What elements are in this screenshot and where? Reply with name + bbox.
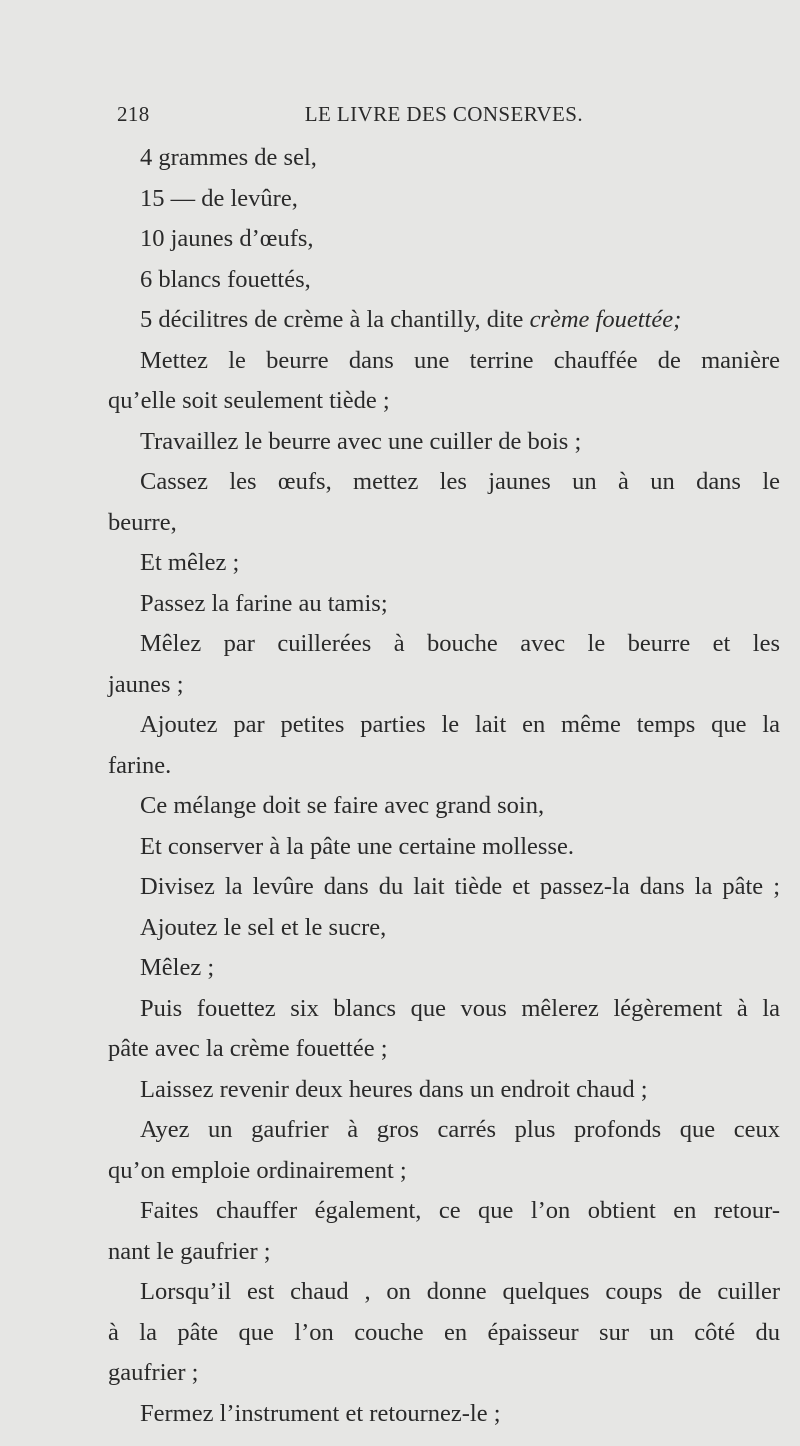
text-line: farine. [108,751,172,779]
text-line: Fermez l’instrument et retournez-le ; [140,1399,501,1427]
text-line: Ajoutez par petites parties le lait en même temps que la [140,711,780,738]
text-line: qu’on emploie ordinairement ; [108,1156,407,1184]
text-line: gaufrier ; [108,1359,199,1386]
ingredient-line: 6 blancs fouettés, [140,265,311,293]
ingredient-line: 4 grammes de sel, [140,144,317,171]
ingredient-line: 15 — de levûre, [140,184,298,212]
text-line: Et mêlez ; [140,549,240,576]
cream-text: 5 décilitres de crème à la chantilly, dite [140,306,530,333]
text-line: Laissez revenir deux heures dans un endroit chaud ; [140,1075,648,1103]
text-line: jaunes ; [108,670,184,698]
text-line: qu’elle soit seulement tiède ; [108,387,390,414]
cream-emphasis: crème fouettée; [529,306,682,333]
text-line: Mêlez ; [140,954,215,981]
text-line: Faites chauffer également, ce que l’on obtient en retour- [140,1197,780,1224]
text-line: Lorsqu’il est chaud , on donne quelques coups de cuiller [140,1278,780,1305]
text-line: beurre, [108,508,177,536]
text-line: pâte avec la crème fouettée ; [108,1035,388,1062]
text-line: Cassez les œufs, mettez les jaunes un à un dans le [140,468,780,495]
book-title: LE LIVRE DES CONSERVES. [304,102,583,126]
text-line: à la pâte que l’on couche en épaisseur sur un côté du [108,1318,780,1346]
running-head [117,102,583,132]
text-line: Ajoutez le sel et le sucre, [140,913,387,941]
text-line: Mettez le beurre dans une terrine chauffée de manière [140,346,780,374]
ingredient-line-cream [108,300,780,341]
text-line: nant le gaufrier ; [108,1237,271,1265]
text-line: Ayez un gaufrier à gros carrés plus profonds que ceux [140,1116,780,1143]
text-line: Mêlez par cuillerées à bouche avec le beurre et les [140,630,780,657]
page-number: 218 [117,102,150,126]
text-line: Puis fouettez six blancs que vous mêlerez légèrement à la [140,994,780,1022]
recipe-text [108,138,780,1434]
text-line: Ce mélange doit se faire avec grand soin, [140,792,545,819]
text-line: Divisez la levûre dans du lait tiède et passez-la dans la pâte ; [140,873,780,900]
text-line: Passez la farine au tamis; [140,589,388,617]
text-line: Travaillez le beurre avec une cuiller de bois ; [140,427,582,455]
ingredient-line: 10 jaunes d’œufs, [140,225,314,252]
text-line: Et conserver à la pâte une certaine mollesse. [140,832,574,860]
